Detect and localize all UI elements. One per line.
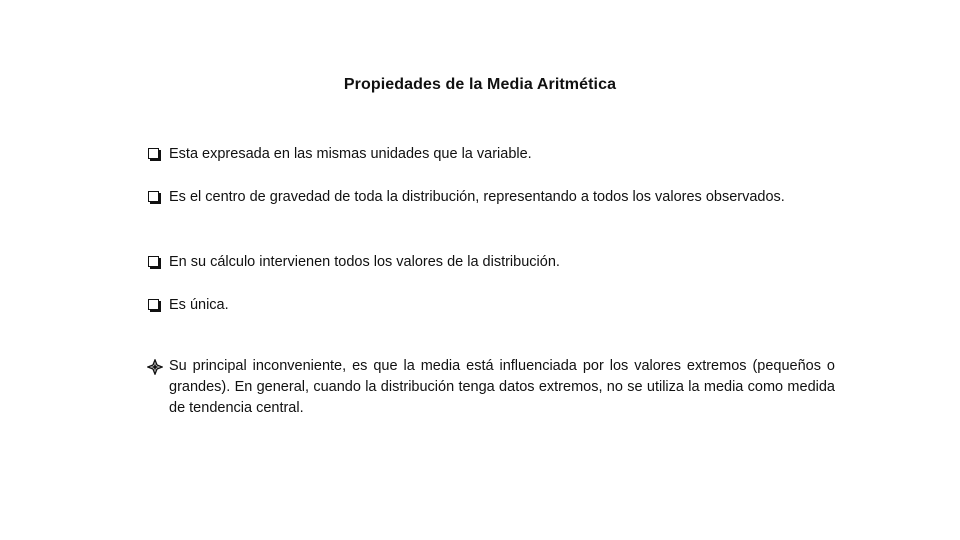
box-bullet-icon (148, 256, 159, 267)
list-item (147, 187, 837, 208)
slide-title: Propiedades de la Media Aritmética (343, 76, 617, 93)
list-item (147, 252, 837, 273)
list-item (147, 295, 837, 316)
list-item-text: Esta expresada en las mismas unidades que la variable. (169, 146, 532, 162)
list-item-text: Es el centro de gravedad de toda la distribución, representando a todos los valores observados. (169, 189, 785, 205)
diamond-star-bullet-icon (147, 359, 163, 375)
list-item-text: Es única. (169, 297, 229, 313)
list-item-text: En su cálculo intervienen todos los valores de la distribución. (169, 254, 560, 270)
box-bullet-icon (148, 299, 159, 310)
box-bullet-icon (148, 148, 159, 159)
list-item (147, 144, 837, 165)
box-bullet-icon (148, 191, 159, 202)
list-item-text: Su principal inconveniente, es que la media está influenciada por los valores extremos (pequeños o grandes). En general, cuando la distribución tenga datos extremos, no se utiliza la media como medida de tendencia central. (169, 358, 835, 416)
list-item (147, 356, 835, 419)
